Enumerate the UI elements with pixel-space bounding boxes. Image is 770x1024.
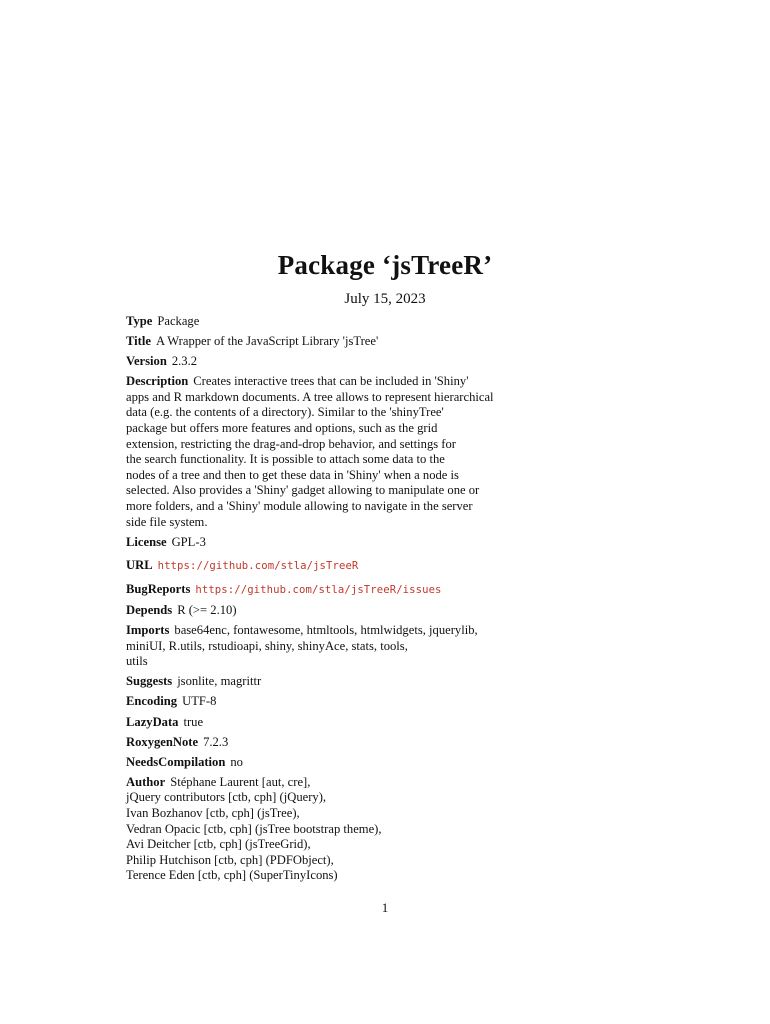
field-roxygennote	[126, 735, 546, 751]
bugreports-link[interactable]: https://github.com/stla/jsTreeR/issues	[195, 583, 442, 596]
field-type	[126, 314, 546, 330]
field-value: Package	[157, 314, 200, 328]
package-date: July 15, 2023	[344, 291, 426, 307]
field-bugreports	[126, 582, 546, 599]
field-version	[126, 354, 546, 370]
field-value: 2.3.2	[171, 354, 198, 369]
url-link[interactable]: https://github.com/stla/jsTreeR	[157, 560, 359, 573]
description-line: side file system.	[126, 514, 208, 529]
field-key: NeedsCompilation	[126, 754, 226, 769]
field-imports	[126, 623, 546, 670]
field-url	[126, 558, 546, 575]
author-line: jQuery contributors [ctb, cph] (jQuery),	[126, 790, 327, 805]
field-key: RoxygenNote	[126, 734, 199, 749]
field-value: true	[183, 714, 204, 729]
description-line: data (e.g. the contents of a directory). Similar to the 'shinyTree'	[126, 405, 444, 420]
author-line: Terence Eden [ctb, cph] (SuperTinyIcons)	[126, 868, 338, 883]
field-key: LazyData	[126, 714, 179, 729]
field-key: Title	[126, 334, 151, 349]
field-value: GPL-3	[171, 534, 206, 549]
field-title	[126, 334, 546, 350]
field-depends	[126, 603, 546, 619]
field-author	[126, 775, 546, 884]
field-value: jsonlite, magrittr	[177, 674, 262, 689]
description-line: package but offers more features and options, such as the grid	[126, 421, 438, 436]
field-value: A Wrapper of the JavaScript Library 'jsTree'	[155, 334, 379, 349]
field-key: Suggests	[126, 674, 173, 689]
package-title: Package ‘jsTreeR’	[277, 250, 493, 280]
field-key: URL	[126, 558, 153, 573]
field-value: 7.2.3	[203, 734, 229, 749]
field-needscompilation	[126, 755, 546, 771]
field-key: Encoding	[126, 694, 178, 709]
description-line: nodes of a tree and then to get these data in 'Shiny' when a node is	[126, 467, 459, 482]
author-line: Ivan Bozhanov [ctb, cph] (jsTree),	[126, 806, 300, 821]
field-key: Author	[126, 774, 166, 789]
field-lazydata	[126, 715, 546, 731]
field-key: Description	[126, 374, 189, 389]
imports-line: utils	[126, 654, 148, 669]
description-line: Creates interactive trees that can be included in 'Shiny'	[193, 374, 469, 389]
field-key: Version	[126, 354, 167, 369]
author-line: Avi Deitcher [ctb, cph] (jsTreeGrid),	[126, 837, 311, 852]
imports-line: base64enc, fontawesome, htmltools, htmlwidgets, jquerylib,	[174, 623, 478, 638]
description-line: apps and R markdown documents. A tree allows to represent hierarchical	[126, 389, 494, 404]
field-value: UTF-8	[182, 694, 217, 709]
description-line: extension, restricting the drag-and-drop behavior, and settings for	[126, 436, 456, 451]
field-key: BugReports	[126, 581, 191, 596]
field-key: License	[126, 534, 167, 549]
field-encoding	[126, 694, 546, 710]
field-license	[126, 535, 546, 551]
description-line: selected. Also provides a 'Shiny' gadget allowing to manipulate one or	[126, 483, 480, 498]
field-description	[126, 374, 546, 530]
page-number: 1	[381, 900, 389, 915]
field-key: Imports	[126, 623, 170, 638]
author-line: Vedran Opacic [ctb, cph] (jsTree bootstrap theme),	[126, 821, 382, 836]
description-line: more folders, and a 'Shiny' module allowing to navigate in the server	[126, 499, 473, 514]
imports-line: miniUI, R.utils, rstudioapi, shiny, shinyAce, stats, tools,	[126, 638, 408, 653]
field-key: Depends	[126, 603, 173, 617]
description-line: the search functionality. It is possible to attach some data to the	[126, 452, 445, 467]
field-value: R (>= 2.10)	[177, 603, 237, 617]
field-suggests	[126, 674, 546, 690]
field-key: Type	[126, 314, 153, 328]
author-line: Stéphane Laurent [aut, cre],	[170, 774, 311, 789]
author-line: Philip Hutchison [ctb, cph] (PDFObject),	[126, 852, 334, 867]
field-value: no	[230, 754, 243, 769]
package-fields	[126, 314, 546, 884]
